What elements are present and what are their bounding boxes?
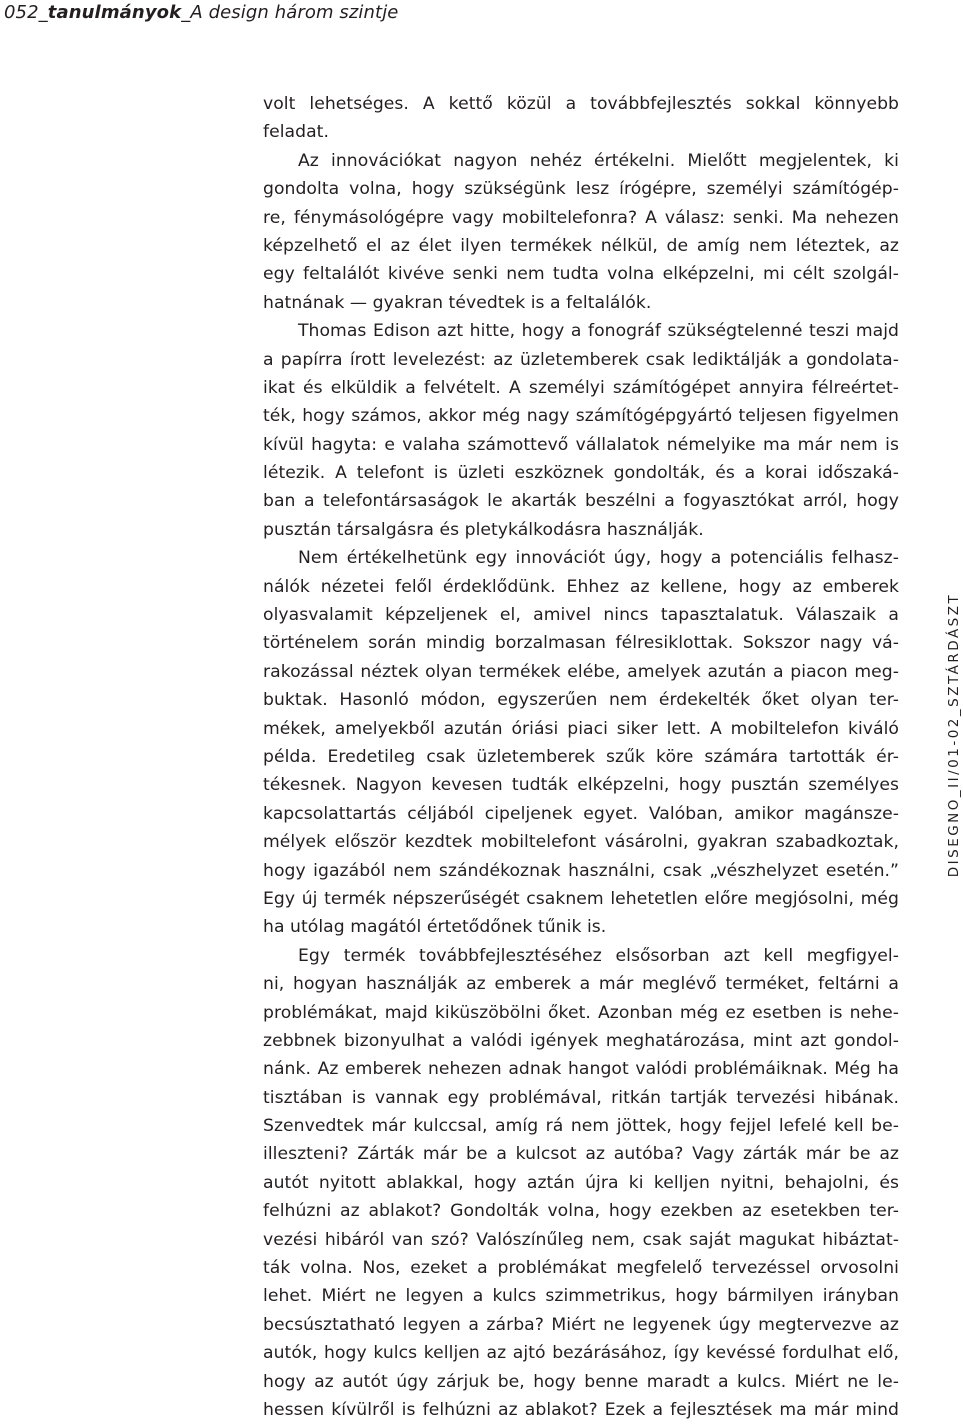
text-line: ha utólag magától értetődőnek tűnik is. bbox=[263, 917, 607, 938]
text-line: hogy az autót úgy zárjuk be, hogy benne maradt a kulcs. Miért ne le- bbox=[263, 1371, 899, 1392]
text-line: ták volna. Nos, ezeket a problémákat megfelelő tervezéssel orvosolni bbox=[263, 1258, 899, 1279]
article-title: A design három szintje bbox=[190, 2, 399, 23]
text-line: egy feltalálót kivéve senki nem tudta volna elképzelni, mi célt szolgál- bbox=[263, 264, 899, 285]
text-line: zebbnek bizonyulhat a valódi igények meghatározása, mint azt gondol- bbox=[263, 1030, 899, 1051]
text-line: problémákat, majd kiküszöbölni őket. Azonban még ez esetben is nehe- bbox=[263, 1002, 899, 1023]
text-line: Az innovációkat nagyon nehéz értékelni. Mielőtt megjelentek, ki bbox=[298, 150, 899, 171]
text-line: lehet. Miért ne legyen a kulcs szimmetrikus, hogy bármilyen irányban bbox=[263, 1286, 899, 1307]
article-body bbox=[263, 90, 899, 1424]
text-line: Szenvedtek már kulccsal, amíg rá nem jöttek, hogy fejjel lefelé kell be- bbox=[263, 1116, 899, 1137]
text-line: nálók nézetei felől érdeklődünk. Ehhez az kellene, hogy az emberek bbox=[263, 576, 899, 597]
text-line: autót nyitott ablakkal, hogy aztán újra ki kelljen nyitni, behajolni, és bbox=[263, 1172, 899, 1193]
text-line: hessen kívülről is felhúzni az ablakot? Ezek a fejlesztések ma már mind bbox=[263, 1399, 899, 1420]
text-line: Egy termék továbbfejlesztéséhez elsősorban azt kell megfigyel- bbox=[298, 945, 899, 966]
separator: _ bbox=[181, 2, 191, 23]
text-line: pusztán társalgásra és pletykálkodásra használják. bbox=[263, 519, 704, 540]
text-line: buktak. Hasonló módon, egyszerűen nem érdekelték őket olyan ter- bbox=[263, 690, 899, 711]
text-line: hatnának — gyakran tévedtek is a feltalálók. bbox=[263, 292, 652, 313]
text-line: a papírra írott levelezést: az üzletemberek csak lediktálják a gondolata- bbox=[263, 349, 899, 370]
text-line: felhúzni az ablakot? Gondolták volna, hogy ezekben az esetekben ter- bbox=[263, 1201, 899, 1222]
text-line: Egy új termék népszerűségét csaknem lehetetlen előre megjósolni, még bbox=[263, 888, 899, 909]
text-line: volt lehetséges. A kettő közül a továbbfejlesztés sokkal könnyebb bbox=[263, 94, 899, 114]
text-line: gondolta volna, hogy szükségünk lesz írógépre, személyi számítógép- bbox=[263, 179, 899, 200]
text-line: történelem során mindig borzalmasan félresiklottak. Sokszor nagy vá- bbox=[263, 633, 899, 654]
text-line: létezik. A telefont is üzleti eszköznek gondolták, és a korai időszaká- bbox=[263, 463, 899, 484]
page-number: 052 bbox=[4, 2, 39, 23]
text-line: vezési hibáról van szó? Valószínűleg nem, csak saját magukat hibáztat- bbox=[263, 1229, 899, 1250]
text-line: tékesnek. Nagyon kevesen tudták elképzelni, hogy pusztán személyes bbox=[263, 775, 899, 796]
text-line: becsúsztatható legyen a zárba? Miért ne legyenek úgy megtervezve az bbox=[263, 1314, 899, 1335]
text-line: feladat. bbox=[263, 122, 329, 143]
text-line: Nem értékelhetünk egy innovációt úgy, hogy a potenciális felhasz- bbox=[298, 548, 899, 569]
section-name: tanulmányok bbox=[47, 2, 182, 23]
text-line: ban a telefontársaságok le akarták beszélni a fogyasztókat arról, hogy bbox=[263, 491, 899, 512]
text-line: mélyek először kezdtek mobiltelefont vásárolni, gyakran szabadkoztak, bbox=[263, 832, 899, 853]
text-line: ni, hogyan használják az emberek a már meglévő terméket, feltárni a bbox=[263, 974, 899, 995]
text-line: ikat és elküldik a felvételt. A személyi számítógépet annyira félreértet- bbox=[263, 377, 899, 398]
separator: _ bbox=[38, 2, 48, 23]
text-line: olyasvalamit képzeljenek el, amivel nincs tapasztalatuk. Válaszaik a bbox=[263, 605, 899, 626]
text-line: kívül hagyta: e valaha számottevő vállalatok némelyike ma már nem is bbox=[263, 434, 899, 455]
text-line: Thomas Edison azt hitte, hogy a fonográf szükségtelenné teszi majd bbox=[298, 321, 899, 342]
text-line: nánk. Az emberek nehezen adnak hangot valódi problémáiknak. Még ha bbox=[263, 1059, 899, 1080]
text-line: tisztában is vannak egy problémával, ritkán tartják tervezési hibának. bbox=[263, 1087, 899, 1108]
text-line: illeszteni? Zárták már be a kulcsot az autóba? Vagy zárták már be az bbox=[263, 1144, 899, 1165]
running-head bbox=[4, 2, 398, 23]
text-line: képzelhető el az élet ilyen termékek nélkül, de amíg nem léteztek, az bbox=[263, 235, 899, 256]
text-line: mékek, amelyekből azután óriási piaci siker lett. A mobiltelefon kiváló bbox=[263, 718, 899, 739]
side-label bbox=[945, 592, 963, 878]
text-line: hogy igazából nem szándékoznak használni, csak „vészhelyzet esetén.” bbox=[263, 860, 899, 881]
journal-issue-label: DISEGNO_II/01-02_SZTÁRDÁSZT bbox=[946, 592, 962, 878]
text-line: ték, hogy számos, akkor még nagy számítógépgyártó teljesen figyelmen bbox=[263, 406, 899, 427]
text-line: rakozással néztek olyan termékek elébe, amelyek azután a piacon meg- bbox=[263, 661, 899, 682]
text-line: re, fénymásológépre vagy mobiltelefonra? A válasz: senki. Ma nehezen bbox=[263, 207, 899, 228]
text-line: példa. Eredetileg csak üzletemberek szűk köre számára tartották ér- bbox=[263, 746, 899, 767]
text-line: kapcsolattartás céljából cipeljenek egyet. Valóban, amikor magánsze- bbox=[263, 803, 899, 824]
text-line: autók, hogy kulcs kelljen az ajtó bezárásához, így kevéssé fordulhat elő, bbox=[263, 1343, 899, 1364]
